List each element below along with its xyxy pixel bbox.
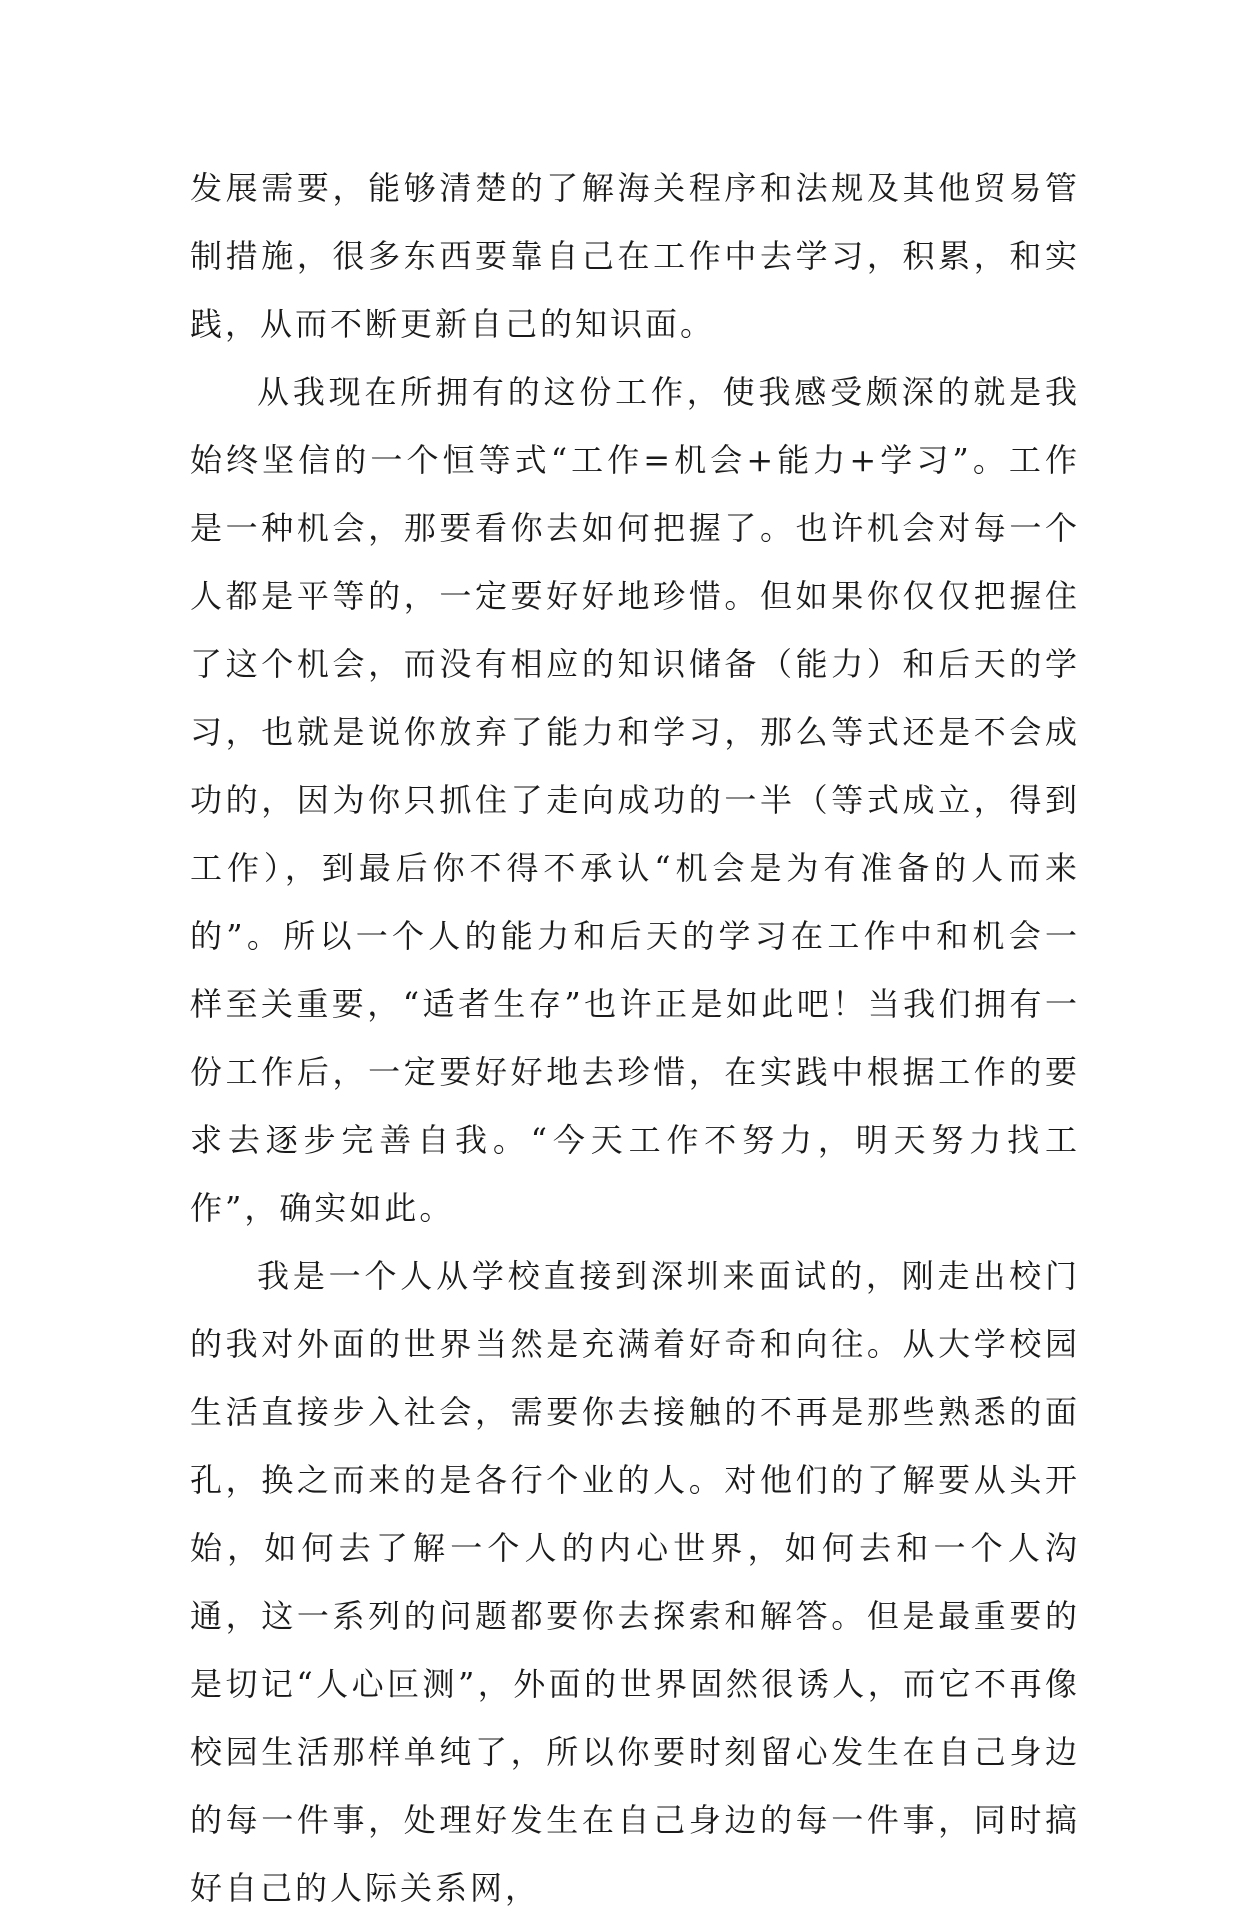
paragraph-3: 我是一个人从学校直接到深圳来面试的，刚走出校门的我对外面的世界当然是充满着好奇和向往。从大学校园生活直接步入社会，需要你去接触的不再是那些熟悉的面孔，换之而来的是各行个业的人。对他们的了解要从头开始，如何去了解一个人的内心世界，如何去和一个人沟通，这一系列的问题都要你去探索和解答。但是最重要的是切记“人心叵测”，外面的世界固然很诱人，而它不再像校园生活那样单纯了，所以你要时刻留心发生在自己身边的每一件事，处理好发生在自己身边的每一件事，同时搞好自己的人际关系网， — [190, 1257, 1080, 1907]
paragraph-2: 从我现在所拥有的这份工作，使我感受颇深的就是我始终坚信的一个恒等式“工作=机会+能力+学习”。工作是一种机会，那要看你去如何把握了。也许机会对每一个人都是平等的，一定要好好地珍惜。但如果你仅仅把握住了这个机会，而没有相应的知识储备（能力）和后天的学习，也就是说你放弃了能力和学习，那么等式还是不会成功的，因为你只抓住了走向成功的一半（等式成立，得到工作），到最后你不得不承认“机会是为有准备的人而来的”。所以一个人的能力和后天的学习在工作中和机会一样至关重要，“适者生存”也许正是如此吧！当我们拥有一份工作后，一定要好好地去珍惜，在实践中根据工作的要求去逐步完善自我。“今天工作不努力，明天努力找工作”，确实如此。 — [190, 373, 1080, 1227]
document-body — [190, 154, 1080, 1922]
paragraph-1: 发展需要，能够清楚的了解海关程序和法规及其他贸易管制措施，很多东西要靠自己在工作中去学习，积累，和实践，从而不断更新自己的知识面。 — [190, 169, 1080, 343]
